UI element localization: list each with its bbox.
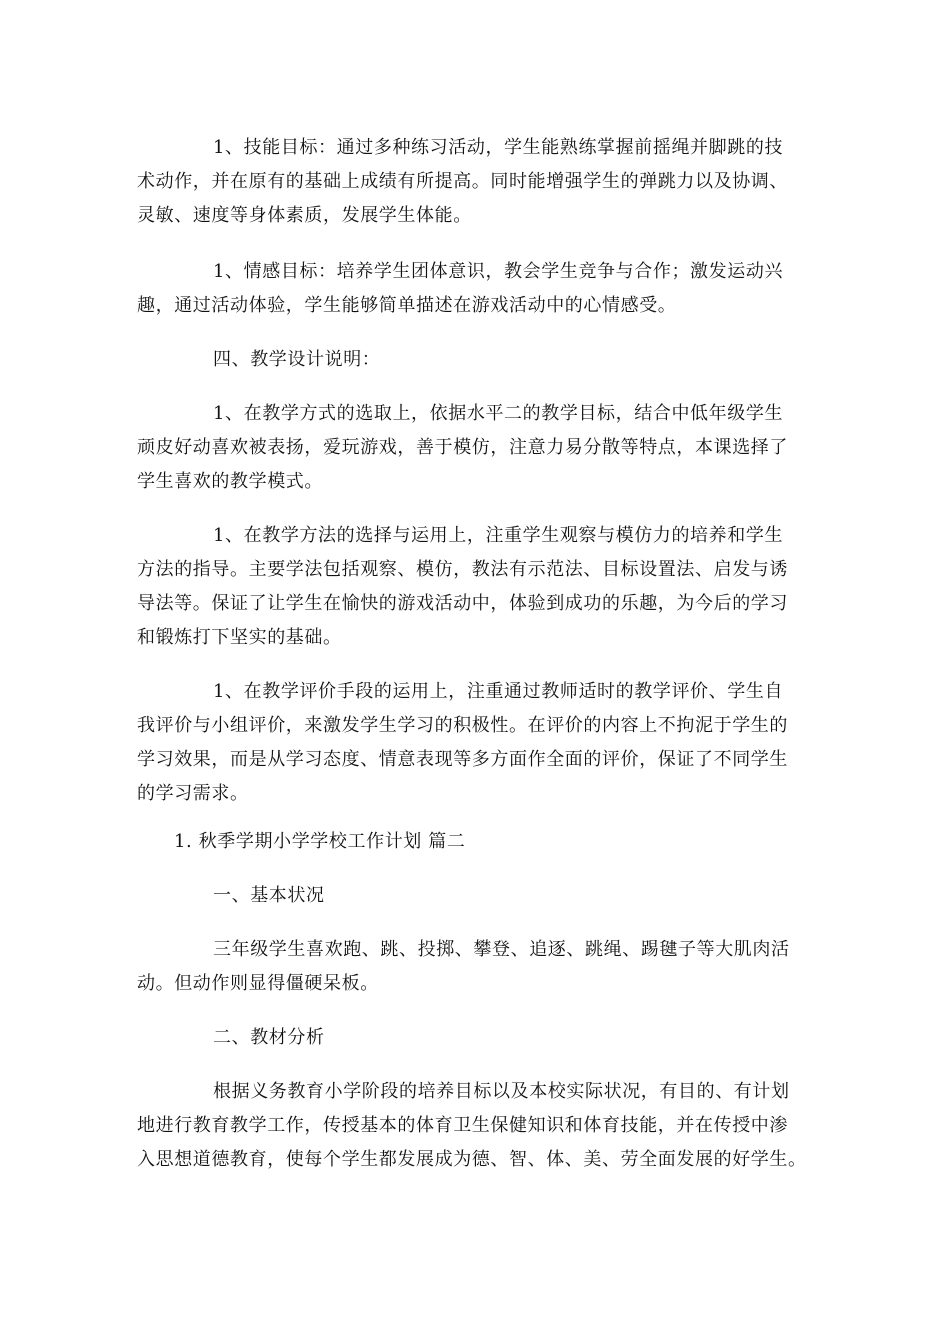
teaching-method-line-3: 导法等。保证了让学生在愉快的游戏活动中，体验到成功的乐趣，为今后的学习: [137, 593, 788, 614]
teaching-evaluation-line-1: 1、在教学评价手段的运用上，注重通过教师适时的教学评价、学生自: [213, 681, 784, 702]
section-2-heading: 二、教材分析: [213, 1027, 325, 1048]
teaching-method-line-1: 1、在教学方法的选择与运用上，注重学生观察与模仿力的培养和学生: [213, 525, 784, 546]
section-4-heading: 四、教学设计说明：: [213, 349, 381, 370]
teaching-method-line-4: 和锻炼打下坚实的基础。: [137, 627, 342, 648]
emotion-goal-line-1: 1、情感目标：培养学生团体意识，教会学生竞争与合作；激发运动兴: [213, 261, 784, 282]
teaching-evaluation-line-2: 我评价与小组评价，来激发学生学习的积极性。在评价的内容上不拘泥于学生的: [137, 715, 788, 736]
teaching-method-line-2: 方法的指导。主要学法包括观察、模仿，教法有示范法、目标设置法、启发与诱: [137, 559, 788, 580]
material-analysis-line-3: 入思想道德教育，使每个学生都发展成为德、智、体、美、劳全面发展的好学生。: [137, 1149, 807, 1170]
teaching-mode-line-3: 学生喜欢的教学模式。: [137, 471, 323, 492]
teaching-mode-line-1: 1、在教学方式的选取上，依据水平二的教学目标，结合中低年级学生: [213, 403, 784, 424]
skill-goal-line-2: 术动作，并在原有的基础上成绩有所提高。同时能增强学生的弹跳力以及协调、: [137, 171, 788, 192]
basic-situation-line-1: 三年级学生喜欢跑、跳、投掷、攀登、追逐、跳绳、踢毽子等大肌肉活: [213, 939, 790, 960]
material-analysis-line-1: 根据义务教育小学阶段的培养目标以及本校实际状况，有目的、有计划: [213, 1081, 790, 1102]
emotion-goal-line-2: 趣，通过活动体验，学生能够简单描述在游戏活动中的心情感受。: [137, 295, 677, 316]
skill-goal-line-1: 1、技能目标：通过多种练习活动，学生能熟练掌握前摇绳并脚跳的技: [213, 137, 784, 158]
section-1-heading: 一、基本状况: [213, 885, 325, 906]
teaching-mode-line-2: 顽皮好动喜欢被表扬，爱玩游戏，善于模仿，注意力易分散等特点，本课选择了: [137, 437, 788, 458]
teaching-evaluation-line-4: 的学习需求。: [137, 783, 249, 804]
basic-situation-line-2: 动。但动作则显得僵硬呆板。: [137, 973, 379, 994]
material-analysis-line-2: 地进行教育教学工作，传授基本的体育卫生保健知识和体育技能，并在传授中渗: [137, 1115, 788, 1136]
teaching-evaluation-line-3: 学习效果，而是从学习态度、情意表现等多方面作全面的评价，保证了不同学生: [137, 749, 788, 770]
plan-title: 1. 秋季学期小学学校工作计划 篇二: [174, 831, 466, 852]
skill-goal-line-3: 灵敏、速度等身体素质，发展学生体能。: [137, 205, 472, 226]
